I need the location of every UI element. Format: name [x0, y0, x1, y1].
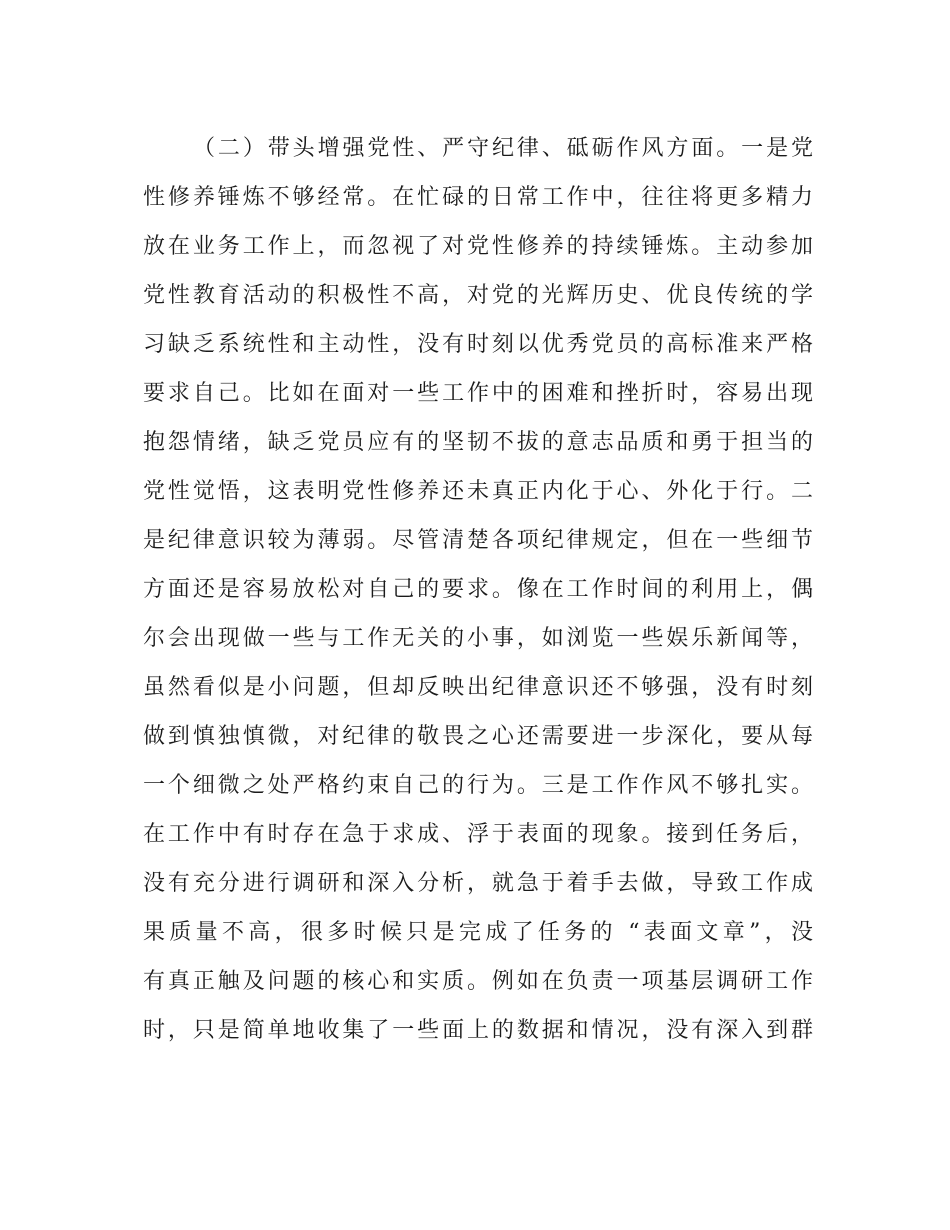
text-line: 习缺乏系统性和主动性，没有时刻以优秀党员的高标准来严格	[143, 332, 813, 357]
text-line: 党性教育活动的积极性不高，对党的光辉历史、优良传统的学	[143, 283, 813, 308]
text-line: 在工作中有时存在急于求成、浮于表面的现象。接到任务后，	[143, 822, 813, 847]
text-line: 抱怨情绪，缺乏党员应有的坚韧不拔的意志品质和勇于担当的	[143, 430, 813, 455]
text-line: 要求自己。比如在面对一些工作中的困难和挫折时，容易出现	[143, 381, 813, 406]
text-line: （二）带头增强党性、严守纪律、砥砺作风方面。一是党	[193, 136, 813, 161]
text-line: 有真正触及问题的核心和实质。例如在负责一项基层调研工作	[143, 969, 813, 994]
text-line: 放在业务工作上，而忽视了对党性修养的持续锤炼。主动参加	[143, 234, 813, 259]
text-line: 是纪律意识较为薄弱。尽管清楚各项纪律规定，但在一些细节	[143, 528, 813, 553]
text-line: 一个细微之处严格约束自己的行为。三是工作作风不够扎实。	[143, 773, 813, 798]
text-line: 虽然看似是小问题，但却反映出纪律意识还不够强，没有时刻	[143, 675, 813, 700]
text-line: 方面还是容易放松对自己的要求。像在工作时间的利用上，偶	[143, 577, 813, 602]
text-line: 果质量不高，很多时候只是完成了任务的 “表面文章”，没	[143, 920, 813, 945]
paragraph	[143, 124, 813, 1055]
text-line: 做到慎独慎微，对纪律的敬畏之心还需要进一步深化，要从每	[143, 724, 813, 749]
text-line: 尔会出现做一些与工作无关的小事，如浏览一些娱乐新闻等，	[143, 626, 813, 651]
text-line: 时，只是简单地收集了一些面上的数据和情况，没有深入到群	[143, 1018, 813, 1043]
text-line: 没有充分进行调研和深入分析，就急于着手去做，导致工作成	[143, 871, 813, 896]
text-line: 性修养锤炼不够经常。在忙碌的日常工作中，往往将更多精力	[143, 185, 813, 210]
text-line: 党性觉悟，这表明党性修养还未真正内化于心、外化于行。二	[143, 479, 813, 504]
